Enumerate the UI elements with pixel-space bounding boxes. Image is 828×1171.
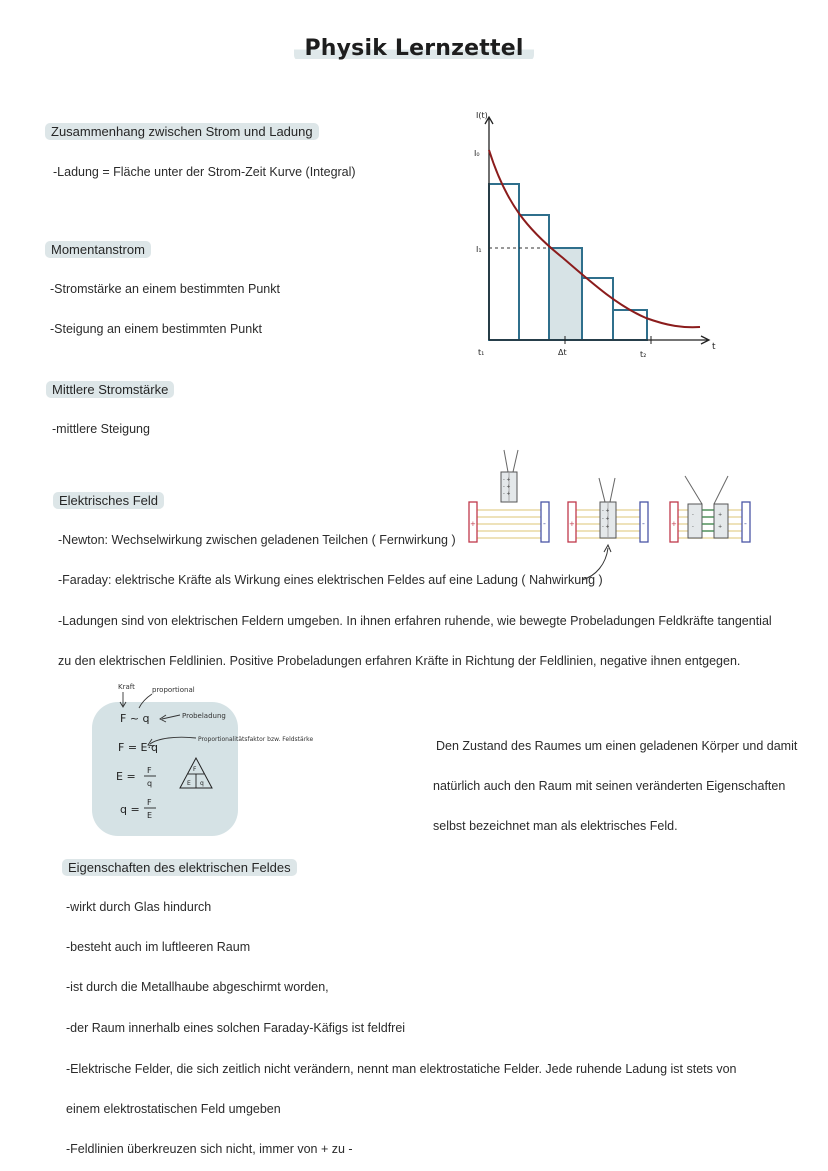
- text-line: -Elektrische Felder, die sich zeitlich nicht verändern, nennt man elektrostatiche Felder. Jede ruhende Ladung ist stets von: [66, 1062, 737, 1076]
- page-title: Physik Lernzettel: [0, 36, 828, 61]
- capacitor-setup-3: [670, 476, 750, 542]
- definition-line: selbst bezeichnet man als elektrisches Feld.: [433, 819, 678, 833]
- svg-text:- +: - +: [602, 524, 610, 530]
- label-proportional: proportional: [152, 686, 195, 694]
- section-electric-field: [53, 492, 164, 510]
- text-line: -Ladung = Fläche unter der Strom-Zeit Kurve (Integral): [53, 165, 356, 179]
- definition-line: Den Zustand des Raumes um einen geladenen Körper und damit: [436, 739, 798, 753]
- pointer-arrow: [582, 548, 608, 580]
- minus-sign: -: [744, 519, 747, 528]
- svg-text:- +: - +: [602, 516, 610, 522]
- label-probeladung: Probeladung: [182, 712, 226, 720]
- text-line: -besteht auch im luftleeren Raum: [66, 940, 251, 954]
- text-line: -Faraday: elektrische Kräfte als Wirkung eines elektrischen Feldes auf eine Ladung ( Nahwirkung ): [58, 573, 603, 587]
- section-field-properties: [62, 859, 297, 877]
- svg-text:- +: - +: [503, 484, 511, 490]
- text-line: -ist durch die Metallhaube abgeschirmt worden,: [66, 980, 329, 994]
- x-tick-end: t₂: [640, 350, 647, 359]
- minus-sign: -: [642, 519, 645, 528]
- svg-text:- +: - +: [503, 477, 511, 483]
- y-axis-label: I(t): [476, 111, 488, 120]
- text-line: -der Raum innerhalb eines solchen Faraday-Käfigs ist feldfrei: [66, 1021, 406, 1035]
- svg-text:E: E: [187, 780, 191, 787]
- plus-sign: +: [671, 520, 677, 528]
- section-heading: Mittlere Stromstärke: [46, 381, 174, 398]
- svg-text:- +: - +: [503, 491, 511, 497]
- probe-right: [714, 504, 728, 538]
- plus-sign: +: [470, 520, 476, 528]
- section-heading: Elektrisches Feld: [53, 492, 164, 509]
- bar: [613, 310, 647, 340]
- text-line: -Newton: Wechselwirkung zwischen geladenen Teilchen ( Fernwirkung ): [58, 533, 456, 547]
- section-instant-current: [45, 241, 151, 259]
- formula-field-num: F: [147, 766, 152, 775]
- x-tick-mid: Δt: [558, 348, 567, 357]
- y-tick-mid: I₁: [476, 245, 482, 254]
- text-line: -Stromstärke an einem bestimmten Punkt: [50, 282, 280, 296]
- formula-force: F = E·q: [118, 741, 158, 754]
- section-heading: Momentanstrom: [45, 241, 151, 258]
- formula-charge-lhs: q =: [120, 803, 140, 816]
- definition-line: natürlich auch den Raum mit seinen veränderten Eigenschaften: [433, 779, 786, 793]
- section-current-charge: [45, 123, 319, 141]
- formula-charge-den: E: [147, 811, 153, 820]
- section-heading: Zusammenhang zwischen Strom und Ladung: [45, 123, 319, 140]
- current-time-graph: [468, 108, 730, 368]
- formula-annotations: [92, 678, 382, 838]
- probe-left: [688, 504, 702, 538]
- text-line: -wirkt durch Glas hindurch: [66, 900, 212, 914]
- plus-sign: +: [569, 520, 575, 528]
- x-axis-label: t: [712, 342, 716, 352]
- text-line: -Feldlinien überkreuzen sich nicht, immer von + zu -: [66, 1142, 353, 1156]
- text-line: einem elektrostatischen Feld umgeben: [66, 1102, 281, 1116]
- svg-text:+: +: [718, 524, 723, 530]
- svg-text:+: +: [718, 512, 723, 518]
- bar-highlighted: [549, 248, 582, 340]
- svg-text:-: -: [692, 512, 694, 518]
- section-heading: Eigenschaften des elektrischen Feldes: [62, 859, 297, 876]
- svg-text:- +: - +: [602, 508, 610, 514]
- bar: [519, 215, 549, 340]
- formula-proportional: F ~ q: [120, 712, 150, 725]
- text-paragraph: -Ladungen sind von elektrischen Feldern umgeben. In ihnen erfahren ruhende, wie bewegte Probeladungen Feldkräfte tangential zu den elektrischen Feldlinien. Positive Probeladungen erfahren Kräfte in Richtung der Feldlinien, negative ihnen entgegen.: [58, 614, 772, 668]
- formula-triangle: [180, 758, 212, 788]
- y-tick-top: I₀: [474, 149, 480, 158]
- x-tick-start: t₁: [478, 348, 485, 357]
- capacitor-setup-1: [469, 450, 549, 542]
- formula-charge-num: F: [147, 798, 152, 807]
- formula-field-lhs: E =: [116, 770, 136, 783]
- text-line: -Steigung an einem bestimmten Punkt: [50, 322, 262, 336]
- label-factor: Proportionalitätsfaktor bzw. Feldstärke: [198, 736, 314, 743]
- current-curve: [489, 150, 700, 327]
- field-diagram: [460, 440, 760, 590]
- section-average-current: [46, 381, 174, 399]
- label-kraft: Kraft: [118, 683, 135, 691]
- text-line: -mittlere Steigung: [52, 422, 150, 436]
- formula-field-den: q: [147, 779, 153, 788]
- svg-text:-: -: [692, 524, 694, 530]
- svg-text:q: q: [200, 780, 204, 787]
- svg-text:F: F: [193, 766, 197, 773]
- capacitor-setup-2: [568, 478, 648, 580]
- minus-sign: -: [543, 519, 546, 528]
